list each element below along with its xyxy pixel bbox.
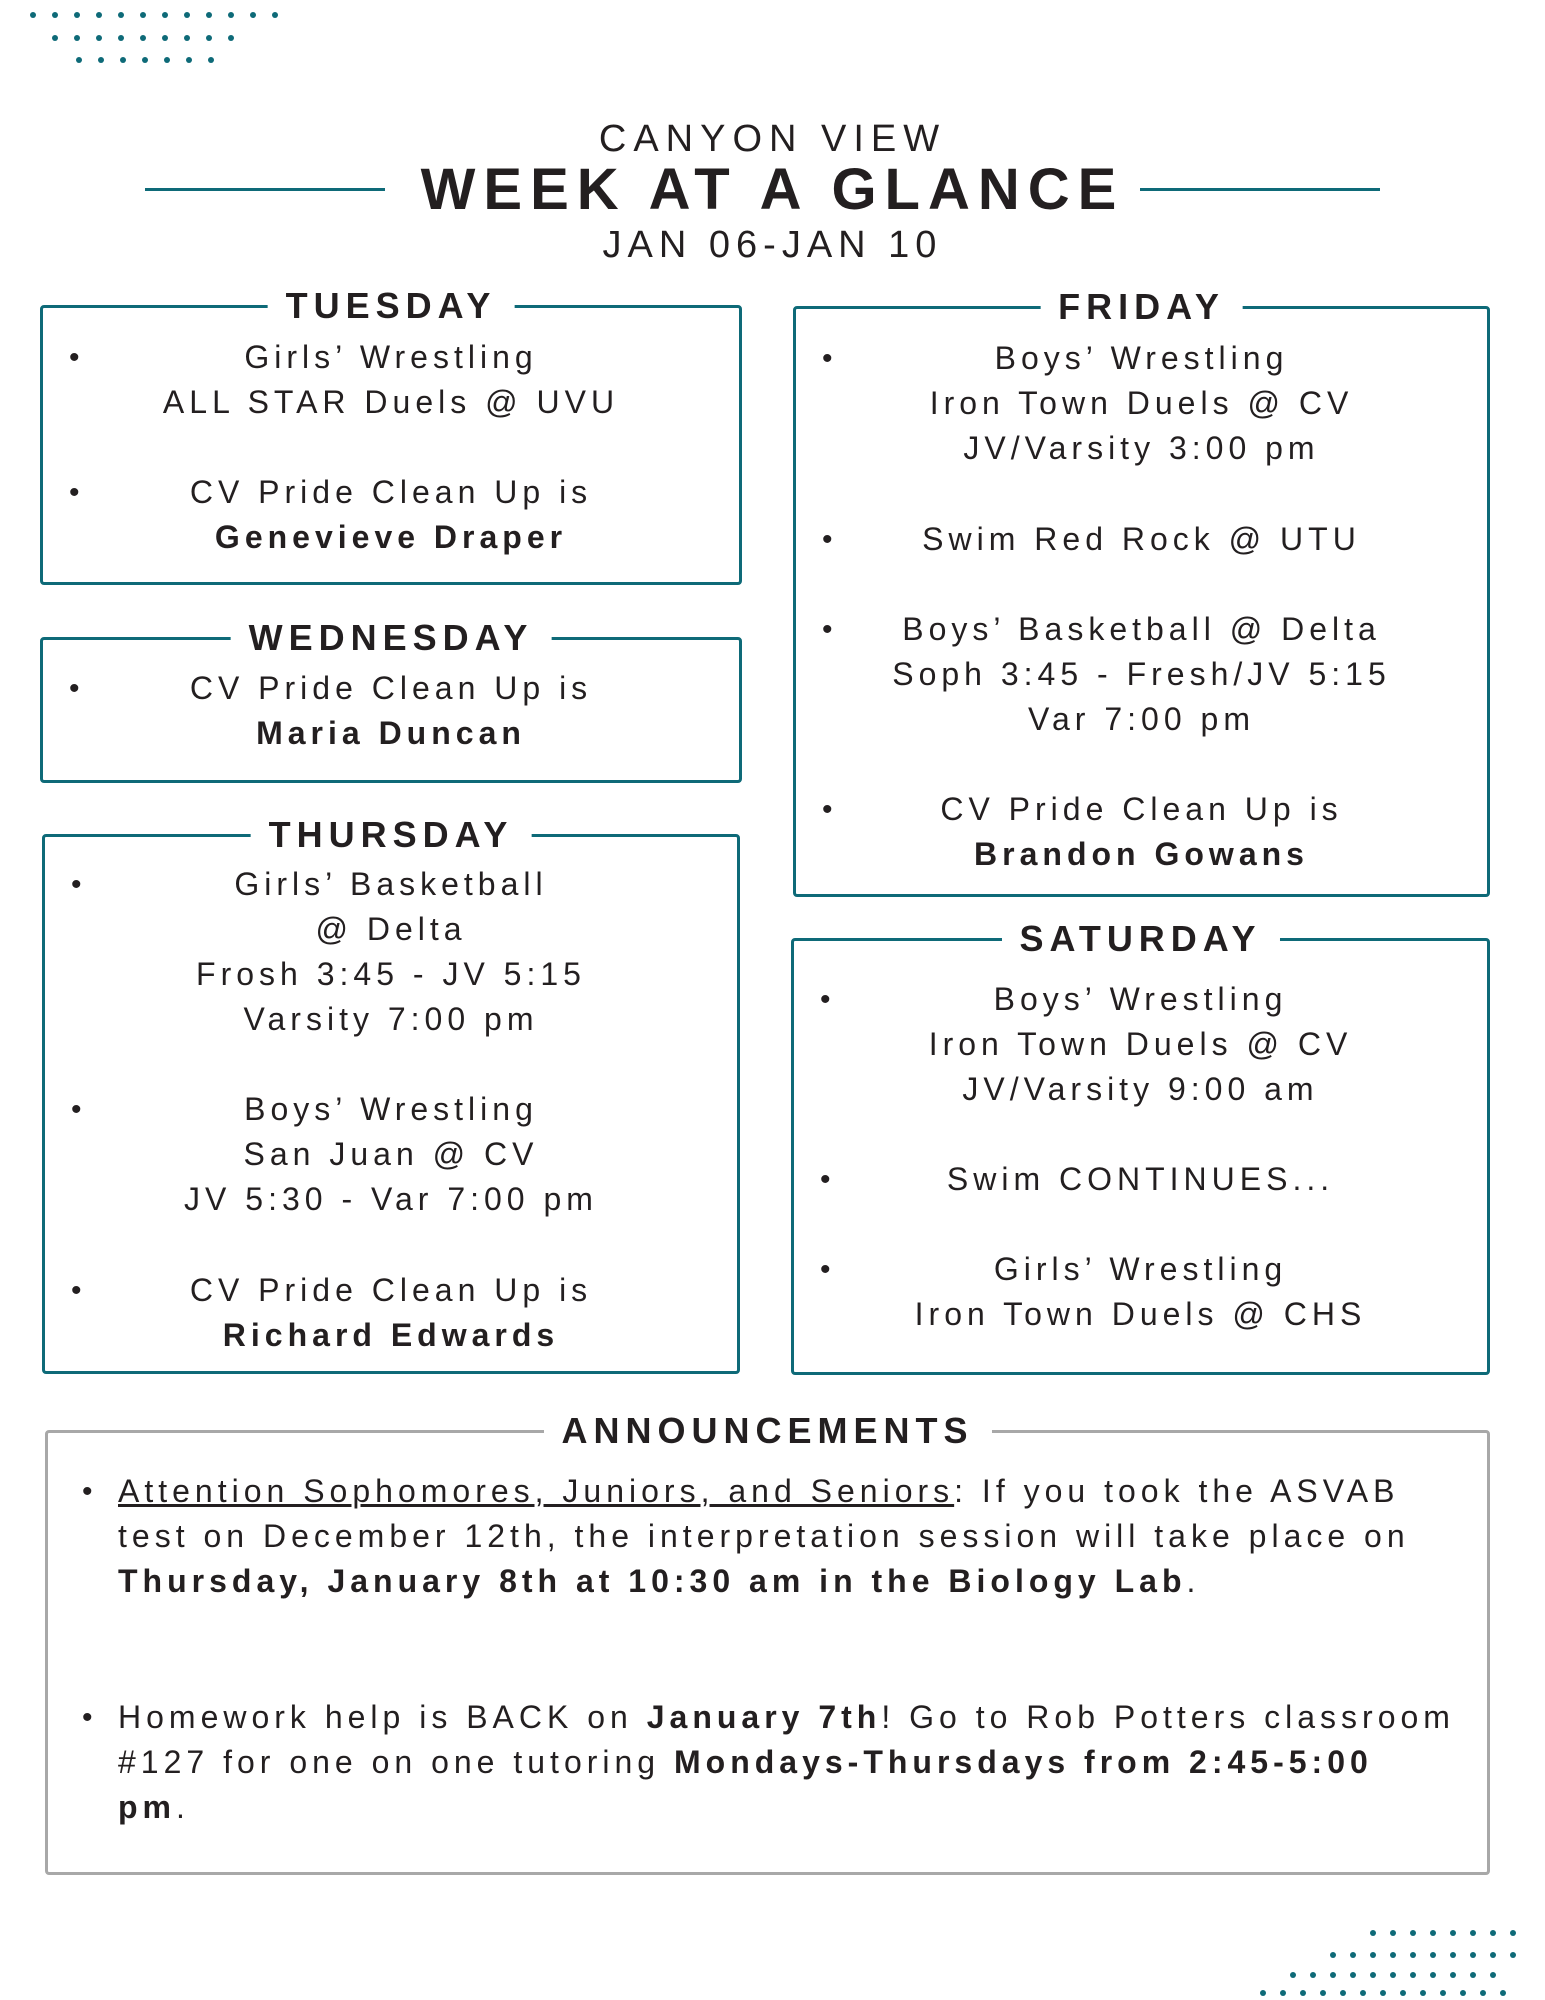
dot-icon <box>228 12 234 18</box>
bullet-icon: • <box>820 983 831 1016</box>
dot-icon <box>142 57 148 63</box>
dot-icon <box>208 57 214 63</box>
announcements-title: ANNOUNCEMENTS <box>543 1411 991 1451</box>
dot-icon <box>1510 1930 1516 1936</box>
thursday-title: THURSDAY <box>251 815 532 855</box>
dot-icon <box>1450 1930 1456 1936</box>
dot-icon <box>1340 1990 1346 1996</box>
dot-icon <box>96 12 102 18</box>
dot-icon <box>1500 1990 1506 1996</box>
decorative-dots-bottom-right <box>1250 1920 1545 2000</box>
dot-icon <box>1400 1990 1406 1996</box>
dot-icon <box>272 12 278 18</box>
tuesday-title: TUESDAY <box>268 286 515 326</box>
dot-icon <box>1330 1972 1336 1978</box>
dot-icon <box>186 57 192 63</box>
bullet-icon: • <box>69 476 80 509</box>
dot-icon <box>1410 1930 1416 1936</box>
bullet-icon: • <box>820 1163 831 1196</box>
dot-icon <box>1260 1990 1266 1996</box>
cleanup-name: Richard Edwards <box>222 1317 560 1353</box>
dot-icon <box>1450 1972 1456 1978</box>
dot-icon <box>1470 1930 1476 1936</box>
bullet-icon: • <box>71 1274 82 1307</box>
dot-icon <box>1410 1972 1416 1978</box>
dot-icon <box>140 35 146 41</box>
bullet-icon: • <box>822 523 833 556</box>
announcement-item: • Homework help is BACK on January 7th! Go to Rob Potters classroom #127 for one on one tutoring Mondays-Thursdays from 2:45-5:00 pm. <box>118 1695 1457 1830</box>
list-item: • Girls’ Wrestling Iron Town Duels @ CHS <box>794 1247 1487 1337</box>
dot-icon <box>250 12 256 18</box>
dot-icon <box>1440 1990 1446 1996</box>
list-item: • CV Pride Clean Up is Richard Edwards <box>45 1268 737 1358</box>
dot-icon <box>1300 1990 1306 1996</box>
dot-icon <box>1480 1990 1486 1996</box>
dot-icon <box>1350 1952 1356 1958</box>
dot-icon <box>98 57 104 63</box>
thursday-box <box>42 814 740 1374</box>
dot-icon <box>228 35 234 41</box>
list-item: • Girls’ Wrestling ALL STAR Duels @ UVU <box>43 335 739 425</box>
dot-icon <box>1390 1972 1396 1978</box>
school-name: CANYON VIEW <box>598 118 947 160</box>
page-title: WEEK AT A GLANCE <box>420 157 1125 222</box>
dot-icon <box>1350 1972 1356 1978</box>
dot-icon <box>1410 1952 1416 1958</box>
list-item: • Boys’ Wrestling Iron Town Duels @ CV JV/Varsity 3:00 pm <box>796 336 1487 471</box>
dot-icon <box>184 35 190 41</box>
dot-icon <box>1310 1972 1316 1978</box>
bullet-icon: • <box>822 613 833 646</box>
dot-icon <box>1490 1972 1496 1978</box>
saturday-box <box>791 918 1490 1375</box>
dot-icon <box>1330 1952 1336 1958</box>
dot-icon <box>206 35 212 41</box>
title-row <box>0 157 1545 222</box>
dot-icon <box>76 57 82 63</box>
wednesday-box <box>40 617 742 783</box>
dot-icon <box>1470 1972 1476 1978</box>
dot-icon <box>120 57 126 63</box>
dot-icon <box>1460 1990 1466 1996</box>
wednesday-title: WEDNESDAY <box>231 618 552 658</box>
dot-icon <box>1420 1990 1426 1996</box>
dot-icon <box>1290 1972 1296 1978</box>
dot-icon <box>1280 1990 1286 1996</box>
dot-icon <box>1490 1952 1496 1958</box>
dot-icon <box>1430 1972 1436 1978</box>
dot-icon <box>140 12 146 18</box>
dot-icon <box>1370 1952 1376 1958</box>
dot-icon <box>1490 1930 1496 1936</box>
dot-icon <box>164 57 170 63</box>
announcement-item: • Attention Sophomores, Juniors, and Seniors: If you took the ASVAB test on December 12th, the interpretation session will take place on Thursday, January 8th at 10:30 am in the Biology Lab. <box>118 1469 1457 1604</box>
dot-icon <box>118 35 124 41</box>
dot-icon <box>1380 1990 1386 1996</box>
list-item: • Boys’ Basketball @ Delta Soph 3:45 - Fresh/JV 5:15 Var 7:00 pm <box>796 607 1487 742</box>
announcement-link[interactable]: Attention Sophomores, Juniors, and Seniors <box>118 1473 955 1509</box>
dot-icon <box>96 35 102 41</box>
dot-icon <box>1370 1972 1376 1978</box>
bullet-icon: • <box>820 1253 831 1286</box>
announcements-box <box>45 1410 1490 1875</box>
bullet-icon: • <box>71 1093 82 1126</box>
list-item: • CV Pride Clean Up is Brandon Gowans <box>796 787 1487 877</box>
dot-icon <box>162 12 168 18</box>
dot-icon <box>118 12 124 18</box>
list-item: • Boys’ Wrestling San Juan @ CV JV 5:30 - Var 7:00 pm <box>45 1087 737 1222</box>
bullet-icon: • <box>69 672 80 705</box>
dot-icon <box>162 35 168 41</box>
list-item: • CV Pride Clean Up is Genevieve Draper <box>43 470 739 560</box>
date-range: JAN 06-JAN 10 <box>602 224 943 266</box>
bullet-icon: • <box>82 1475 93 1508</box>
list-item: • Swim CONTINUES... <box>794 1157 1487 1202</box>
list-item: • CV Pride Clean Up is Maria Duncan <box>43 666 739 756</box>
dot-icon <box>1470 1952 1476 1958</box>
tuesday-box <box>40 285 742 585</box>
bullet-icon: • <box>822 793 833 826</box>
dot-icon <box>1320 1990 1326 1996</box>
title-rule-left <box>145 188 385 191</box>
dot-icon <box>74 12 80 18</box>
decorative-dots-top-left <box>0 0 300 70</box>
bullet-icon: • <box>822 342 833 375</box>
cleanup-name: Genevieve Draper <box>214 519 568 555</box>
dot-icon <box>206 12 212 18</box>
list-item: • Swim Red Rock @ UTU <box>796 517 1487 562</box>
dot-icon <box>52 35 58 41</box>
dot-icon <box>1450 1952 1456 1958</box>
list-item: • Boys’ Wrestling Iron Town Duels @ CV JV/Varsity 9:00 am <box>794 977 1487 1112</box>
dot-icon <box>1390 1930 1396 1936</box>
dot-icon <box>1430 1930 1436 1936</box>
dot-icon <box>1430 1952 1436 1958</box>
friday-title: FRIDAY <box>1040 287 1243 327</box>
bullet-icon: • <box>71 868 82 901</box>
saturday-title: SATURDAY <box>1001 919 1279 959</box>
title-rule-right <box>1140 188 1380 191</box>
dot-icon <box>1370 1930 1376 1936</box>
cleanup-name: Maria Duncan <box>256 715 526 751</box>
dot-icon <box>30 12 36 18</box>
dot-icon <box>74 35 80 41</box>
dot-icon <box>184 12 190 18</box>
bullet-icon: • <box>69 341 80 374</box>
dot-icon <box>1360 1990 1366 1996</box>
cleanup-name: Brandon Gowans <box>974 836 1309 872</box>
dot-icon <box>1510 1952 1516 1958</box>
dot-icon <box>1390 1952 1396 1958</box>
list-item: • Girls’ Basketball @ Delta Frosh 3:45 - JV 5:15 Varsity 7:00 pm <box>45 862 737 1042</box>
bullet-icon: • <box>82 1701 93 1734</box>
friday-box <box>793 286 1490 897</box>
dot-icon <box>52 12 58 18</box>
